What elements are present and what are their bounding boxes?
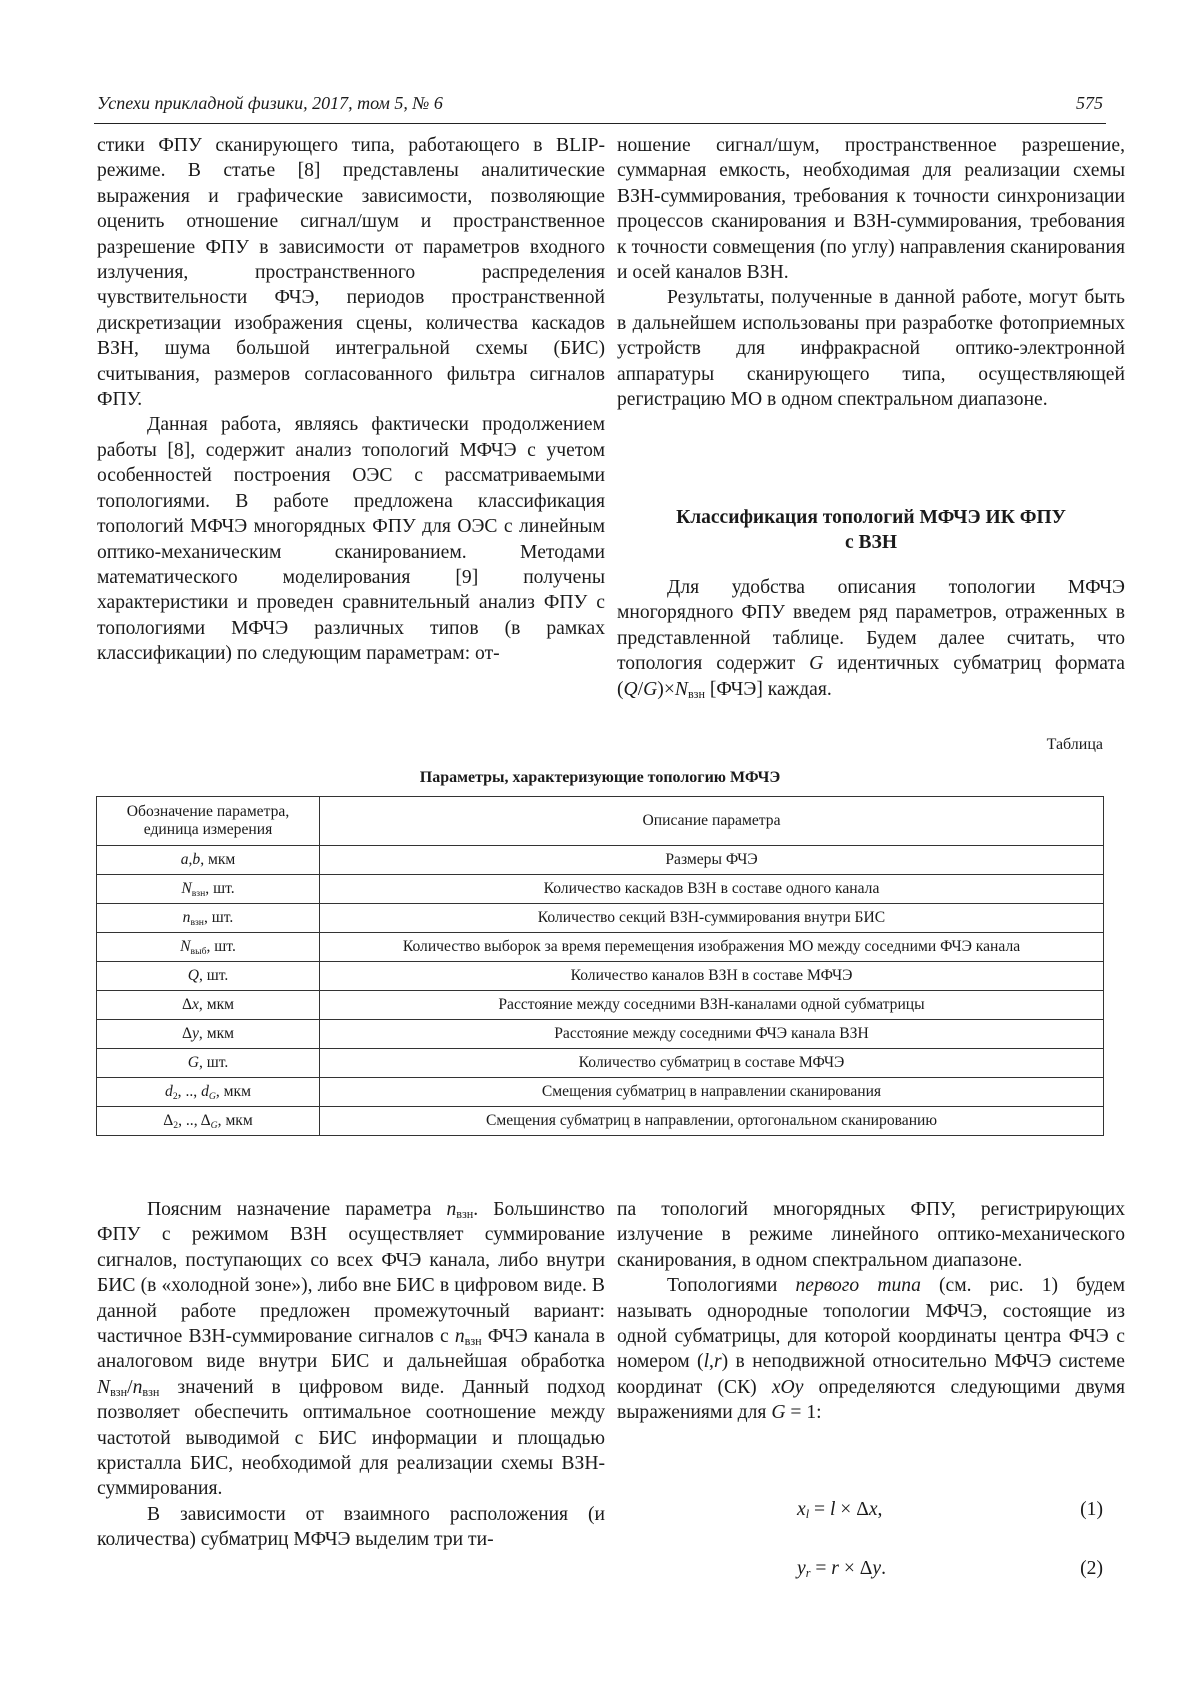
table-row — [97, 1020, 1104, 1049]
page-number: 575 — [1076, 93, 1103, 113]
table-title: Параметры, характеризующие топологию МФЧЭ — [419, 769, 781, 786]
table-row — [97, 904, 1104, 933]
journal-title: Успехи прикладной физики, 2017, том 5, № 6 — [97, 93, 443, 113]
table-row — [97, 1049, 1104, 1078]
param-symbol: $N_{выб}$, шт. — [97, 933, 320, 962]
table-row — [97, 1107, 1104, 1136]
table-row — [97, 1078, 1104, 1107]
left-column-bottom — [97, 1197, 605, 1553]
param-symbol: $d_2$, .., $d_G$, мкм — [97, 1078, 320, 1107]
column-header-symbol: Обозначение параметра, единица измерения — [97, 797, 320, 846]
param-description: Расстояние между соседними ФЧЭ канала ВЗН — [320, 1020, 1104, 1049]
param-description: Смещения субматриц в направлении, ортогональном сканированию — [320, 1107, 1104, 1136]
parameters-table — [96, 796, 1104, 1136]
table-row — [97, 991, 1104, 1020]
paragraph: Топологиями первого типа (см. рис. 1) будем называть однородные топологии МФЧЭ, состоящие из одной субматрицы, для которой координаты центра ФЧЭ с номером (l,r) в неподвижной относительно МФЧЭ системе координат (СК) xOy определяются следующими двумя выражениями для G = 1: — [617, 1275, 1125, 1424]
param-symbol: Δx, мкм — [97, 991, 320, 1020]
param-description: Количество выборок за время перемещения изображения МО между соседними ФЧЭ канала — [320, 933, 1104, 962]
param-description: Количество секций ВЗН-суммирования внутри БИС — [320, 904, 1104, 933]
equation-number: (1) — [1080, 1499, 1103, 1520]
param-symbol: $n_{взн}$, шт. — [97, 904, 320, 933]
column-header-description: Описание параметра — [320, 797, 1104, 846]
left-column-top — [97, 133, 605, 667]
paragraph: В зависимости от взаимного расположения (и количества) субматриц МФЧЭ выделим три ти- — [97, 1503, 605, 1551]
paragraph: стики ФПУ сканирующего типа, работающего в BLIP-режиме. В статье [8] представлены аналитические выражения и графические зависимости, позволяющие оценить отношение сигнал/шум и пространственное разрешение ФПУ в зависимости от параметров входного излучения, пространственного распределения чувствительности ФЧЭ, периодов пространственной дискретизации изображения сцены, количества каскадов ВЗН, шума большой интегральной схемы (БИС) считывания, размеров согласованного фильтра сигналов ФПУ. — [97, 135, 605, 411]
section-heading — [617, 505, 1125, 555]
table-row — [97, 846, 1104, 875]
right-column-top — [617, 133, 1125, 412]
param-symbol: $\Delta_2$, .., $\Delta_G$, мкм — [97, 1107, 320, 1136]
section-heading-line: с ВЗН — [845, 532, 897, 553]
table-row — [97, 962, 1104, 991]
paragraph: Результаты, полученные в данной работе, могут быть в дальнейшем использованы при разработке фотоприемных устройств для инфракрасной оптико-электронной аппаратуры сканирующего типа, осуществляющей регистрацию МО в одном спектральном диапазоне. — [617, 287, 1125, 411]
formula-expression: $x_l = l \times \Delta x$, — [797, 1499, 883, 1521]
paragraph: ношение сигнал/шум, пространственное разрешение, суммарная емкость, необходимая для реализации схемы ВЗН-суммирования, требования к точности синхронизации процессов сканирования и ВЗН-суммирования, требования к точности совмещения (по углу) направления сканирования и осей каналов ВЗН. — [617, 135, 1125, 284]
param-symbol: G, шт. — [97, 1049, 320, 1078]
param-description: Смещения субматриц в направлении сканирования — [320, 1078, 1104, 1107]
param-description: Количество субматриц в составе МФЧЭ — [320, 1049, 1104, 1078]
param-description: Количество каналов ВЗН в составе МФЧЭ — [320, 962, 1104, 991]
param-symbol: Δy, мкм — [97, 1020, 320, 1049]
param-symbol: Q, шт. — [97, 962, 320, 991]
table-header-row — [97, 797, 1104, 846]
paragraph: па топологий многорядных ФПУ, регистрирующих излучение в режиме линейного оптико-механического сканирования, в одном спектральном диапазоне. — [617, 1199, 1125, 1271]
formula-1 — [797, 1498, 1103, 1524]
formula-2 — [797, 1557, 1103, 1583]
param-symbol: a,b, мкм — [97, 846, 320, 875]
param-symbol: $N_{взн}$, шт. — [97, 875, 320, 904]
running-header — [97, 92, 1103, 114]
paragraph: Данная работа, являясь фактически продолжением работы [8], содержит анализ топологий МФЧЭ с учетом особенностей построения ОЭС с рассматриваемыми топологиями. В работе предложена классификация топологий МФЧЭ многорядных ФПУ для ОЭС с линейным оптико-механическим сканированием. Методами математического моделирования [9] получены характеристики и проведен сравнительный анализ ФПУ с топологиями МФЧЭ различных типов (в рамках классификации) по следующим параметрам: от- — [97, 414, 605, 665]
table-row — [97, 933, 1104, 962]
paragraph: Для удобства описания топологии МФЧЭ многорядного ФПУ введем ряд параметров, отраженных в представленной таблице. Будем далее считать, что топология содержит G идентичных субматриц формата $(Q/G)\times N_{взн}$ [ФЧЭ] каждая. — [617, 577, 1125, 701]
paragraph: Поясним назначение параметра $n_{взн}$. Большинство ФПУ с режимом ВЗН осуществляет суммирование сигналов, поступающих со всех ФЧЭ канала, либо внутри БИС (в «холодной зоне»), либо вне БИС в цифровом виде. В данной работе предложен промежуточный вариант: частичное ВЗН-суммирование сигналов с $n_{взн}$ ФЧЭ канала в аналоговом виде внутри БИС и дальнейшая обработка $N_{взн}/n_{взн}$ значений в цифровом виде. Данный подход позволяет обеспечить оптимальное соотношение между частотой выводимой с БИС информации и площадью кристалла БИС, необходимой для реализации схемы ВЗН-суммирования. — [97, 1199, 605, 1500]
table-row — [97, 875, 1104, 904]
section-heading-line: Классификация топологий МФЧЭ ИК ФПУ — [676, 507, 1066, 528]
equation-number: (2) — [1080, 1558, 1103, 1579]
formula-expression: $y_r = r \times \Delta y$. — [797, 1558, 886, 1580]
right-column-bottom — [617, 1197, 1125, 1426]
section-body — [617, 575, 1125, 702]
table-label: Таблица — [1046, 736, 1103, 753]
header-rule — [94, 123, 1106, 124]
param-description: Размеры ФЧЭ — [320, 846, 1104, 875]
param-description: Количество каскадов ВЗН в составе одного канала — [320, 875, 1104, 904]
param-description: Расстояние между соседними ВЗН-каналами одной субматрицы — [320, 991, 1104, 1020]
